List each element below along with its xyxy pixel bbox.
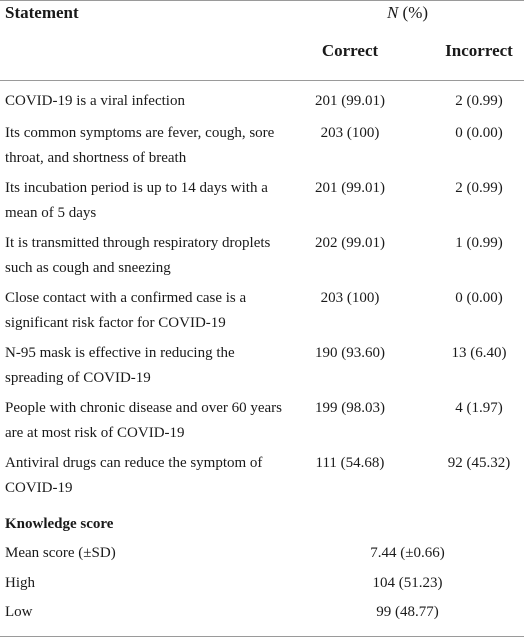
header-rule: [0, 80, 524, 81]
correct-cell: 203 (100): [320, 125, 380, 141]
incorrect-cell: 0 (0.00): [455, 125, 503, 141]
correct-cell: 203 (100): [320, 290, 380, 306]
statement-cell: Antiviral drugs can reduce the symptom of COVID-19: [5, 455, 263, 496]
correct-cell: 201 (99.01): [315, 180, 385, 196]
statement-cell: Its incubation period is up to 14 days with a mean of 5 days: [5, 180, 268, 221]
summary-value: 99 (48.77): [376, 604, 439, 620]
summary-label: High: [5, 575, 35, 591]
correct-cell: 111 (54.68): [315, 455, 385, 471]
correct-cell: 190 (93.60): [315, 345, 385, 361]
summary-label: Low: [5, 604, 33, 620]
incorrect-cell: 1 (0.99): [455, 235, 503, 251]
summary-label: Mean score (±SD): [5, 545, 116, 561]
correct-cell: 202 (99.01): [315, 235, 385, 251]
incorrect-cell: 4 (1.97): [455, 400, 503, 416]
statement-cell: People with chronic disease and over 60 years are at most risk of COVID-19: [5, 400, 282, 441]
incorrect-cell: 2 (0.99): [455, 180, 503, 196]
statement-cell: N-95 mask is effective in reducing the spreading of COVID-19: [5, 345, 235, 386]
header-incorrect: Incorrect: [445, 41, 513, 60]
statement-cell: Close contact with a confirmed case is a significant risk factor for COVID-19: [5, 290, 247, 331]
header-n-percent: [291, 1, 524, 25]
incorrect-cell: 0 (0.00): [455, 290, 503, 306]
section-title-knowledge-score: Knowledge score: [5, 516, 114, 532]
statement-cell: Its common symptoms are fever, cough, sore throat, and shortness of breath: [5, 125, 275, 166]
header-statement: Statement: [5, 3, 79, 22]
summary-value: 104 (51.23): [372, 575, 443, 591]
statement-cell: COVID-19 is a viral infection: [5, 93, 185, 109]
header-n-label: N: [386, 3, 399, 22]
incorrect-cell: 13 (6.40): [451, 345, 507, 361]
header-correct: Correct: [321, 41, 379, 60]
statement-cell: It is transmitted through respiratory droplets such as cough and sneezing: [5, 235, 271, 276]
header-pct-label: (%): [398, 3, 429, 22]
incorrect-cell: 92 (45.32): [447, 455, 511, 471]
correct-cell: 201 (99.01): [315, 93, 385, 109]
bottom-rule: [0, 636, 524, 637]
correct-cell: 199 (98.03): [315, 400, 385, 416]
summary-value: 7.44 (±0.66): [370, 545, 445, 561]
incorrect-cell: 2 (0.99): [455, 93, 503, 109]
